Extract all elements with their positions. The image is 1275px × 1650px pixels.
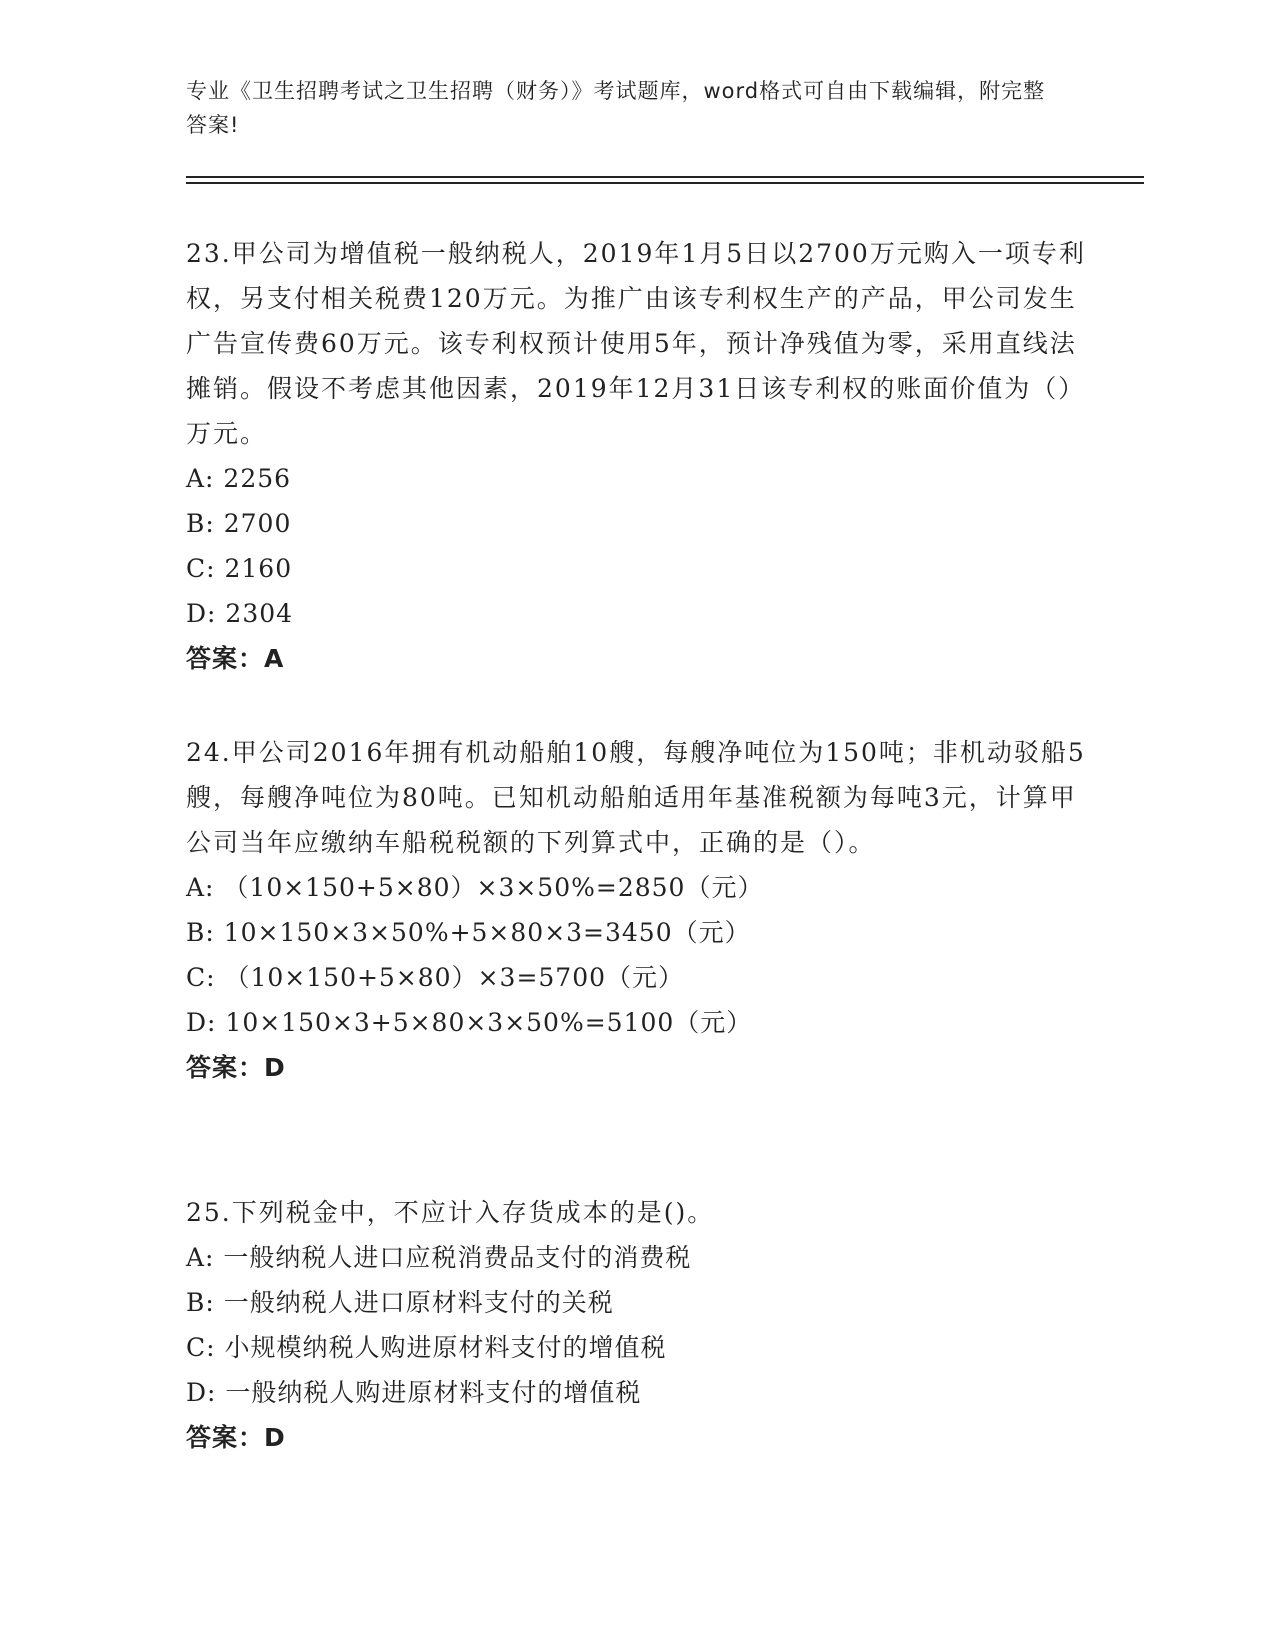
- option-c: C: 小规模纳税人购进原材料支付的增值税: [186, 1333, 667, 1362]
- option-d: D: 一般纳税人购进原材料支付的增值税: [186, 1378, 642, 1407]
- answer-line: 答案：D: [186, 1423, 286, 1452]
- question-stem: 25.下列税金中，不应计入存货成本的是()。: [186, 1198, 715, 1227]
- option-b: B: 10×150×3×50%+5×80×3=3450（元）: [186, 918, 751, 947]
- option-c: C: （10×150+5×80）×3=5700（元）: [186, 963, 685, 992]
- page-header: 专业《卫生招聘考试之卫生招聘（财务）》考试题库，word格式可自由下载编辑，附完整答案!: [186, 79, 1046, 137]
- header-divider-top: [186, 176, 1144, 178]
- question-stem: 24.甲公司2016年拥有机动船舶10艘，每艘净吨位为150吨；非机动驳船5艘，每艘净吨位为80吨。已知机动船舶适用年基准税额为每吨3元，计算甲公司当年应缴纳车船税税额的下列算式中，正确的是（）。: [186, 738, 1086, 857]
- header-divider-bottom: [186, 182, 1144, 184]
- option-d: D: 2304: [186, 599, 294, 628]
- question-stem: 23.甲公司为增值税一般纳税人，2019年1月5日以2700万元购入一项专利权，另支付相关税费120万元。为推广由该专利权生产的产品，甲公司发生广告宣传费60万元。该专利权预计使用5年，预计净残值为零，采用直线法摊销。假设不考虑其他因素，2019年12月31日该专利权的账面价值为（）万元。: [186, 239, 1086, 448]
- question-block: [186, 1190, 1086, 1461]
- option-a: A: 一般纳税人进口应税消费品支付的消费税: [186, 1243, 692, 1272]
- answer-line: 答案：A: [186, 644, 285, 673]
- option-a: A: 2256: [186, 464, 292, 493]
- option-c: C: 2160: [186, 554, 293, 583]
- option-b: B: 一般纳税人进口原材料支付的关税: [186, 1288, 614, 1317]
- option-b: B: 2700: [186, 509, 292, 538]
- answer-line: 答案：D: [186, 1053, 286, 1082]
- question-block: [186, 231, 1086, 682]
- question-block: [186, 730, 1086, 1091]
- option-a: A: （10×150+5×80）×3×50%=2850（元）: [186, 873, 764, 902]
- option-d: D: 10×150×3+5×80×3×50%=5100（元）: [186, 1008, 753, 1037]
